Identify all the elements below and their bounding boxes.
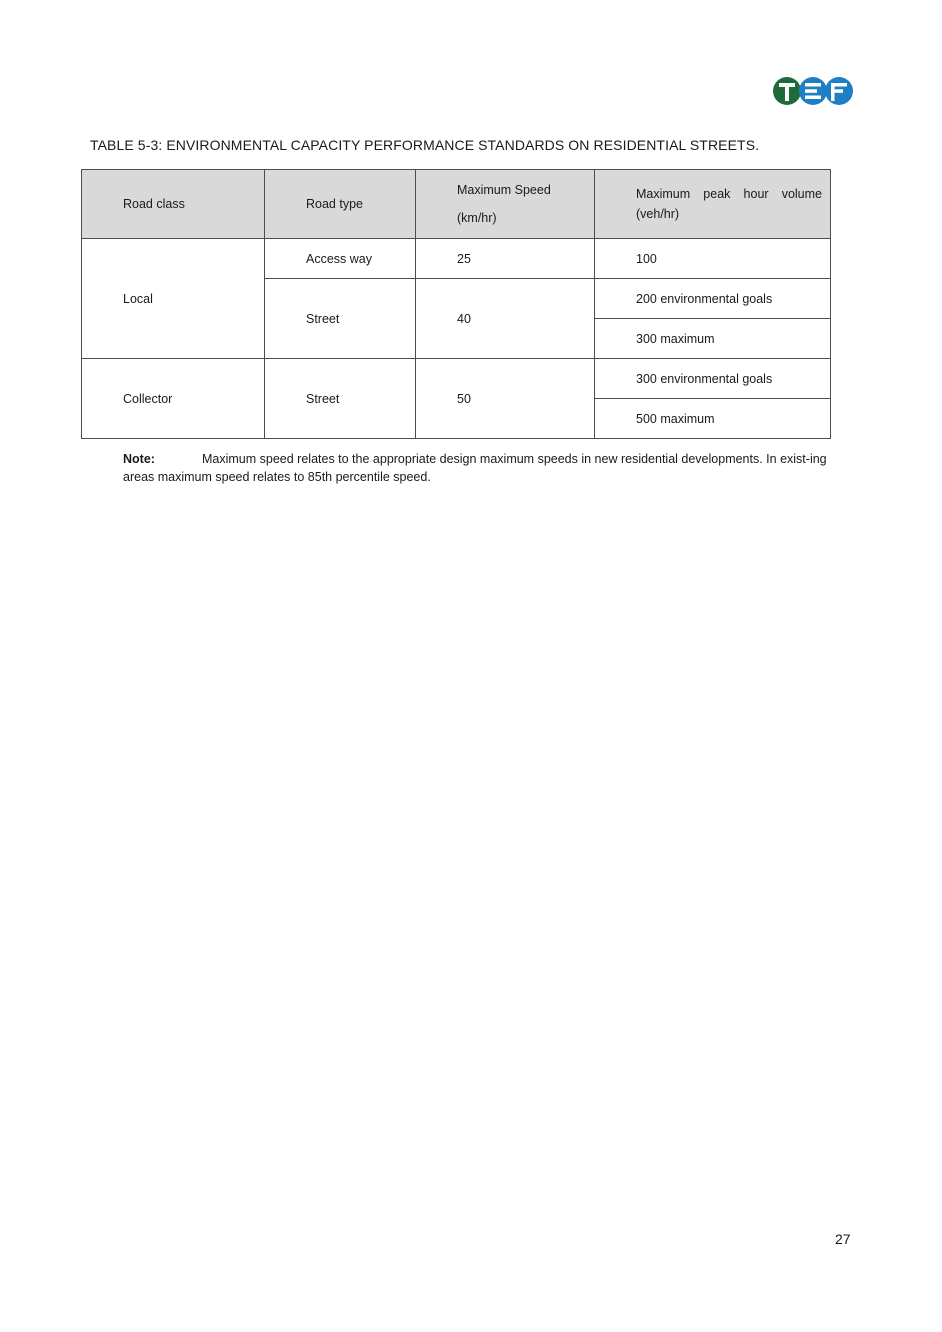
cell-speed-collector: 50 — [416, 359, 595, 439]
cell-road-class-collector: Collector — [82, 359, 265, 439]
table-row — [82, 359, 831, 399]
header-max-speed-label: Maximum Speed — [457, 183, 551, 197]
table-row — [82, 239, 831, 279]
cell-volume-local-max: 300 maximum — [595, 319, 831, 359]
page-number: 27 — [835, 1231, 851, 1247]
header-max-volume — [595, 170, 831, 239]
header-max-speed — [416, 170, 595, 239]
cell-road-type-access-way: Access way — [265, 239, 416, 279]
table-caption: TABLE 5-3: ENVIRONMENTAL CAPACITY PERFORMANCE STANDARDS ON RESIDENTIAL STREETS. — [90, 137, 760, 153]
cell-volume-collector-max: 500 maximum — [595, 399, 831, 439]
cell-speed-local-street: 40 — [416, 279, 595, 359]
header-max-speed-unit: (km/hr) — [457, 211, 497, 225]
cell-volume-collector-env: 300 environmental goals — [595, 359, 831, 399]
cell-volume-local-env: 200 environmental goals — [595, 279, 831, 319]
note-label: Note: — [123, 452, 155, 466]
header-max-volume-label: Maximum peak hour volume (veh/hr) — [636, 187, 822, 221]
capacity-standards-table — [81, 169, 831, 439]
header-road-type: Road type — [265, 170, 416, 239]
header-road-class: Road class — [82, 170, 265, 239]
cell-road-class-local: Local — [82, 239, 265, 359]
tef-logo — [772, 76, 854, 106]
table-header-row — [82, 170, 831, 239]
cell-speed-access-way: 25 — [416, 239, 595, 279]
table-note — [123, 450, 843, 486]
note-text: Maximum speed relates to the appropriate design maximum speeds in new residential developments. In exist-ing areas maximum speed relates to 85th percentile speed. — [123, 452, 827, 484]
cell-road-type-collector-street: Street — [265, 359, 416, 439]
cell-volume-access-way: 100 — [595, 239, 831, 279]
cell-road-type-local-street: Street — [265, 279, 416, 359]
